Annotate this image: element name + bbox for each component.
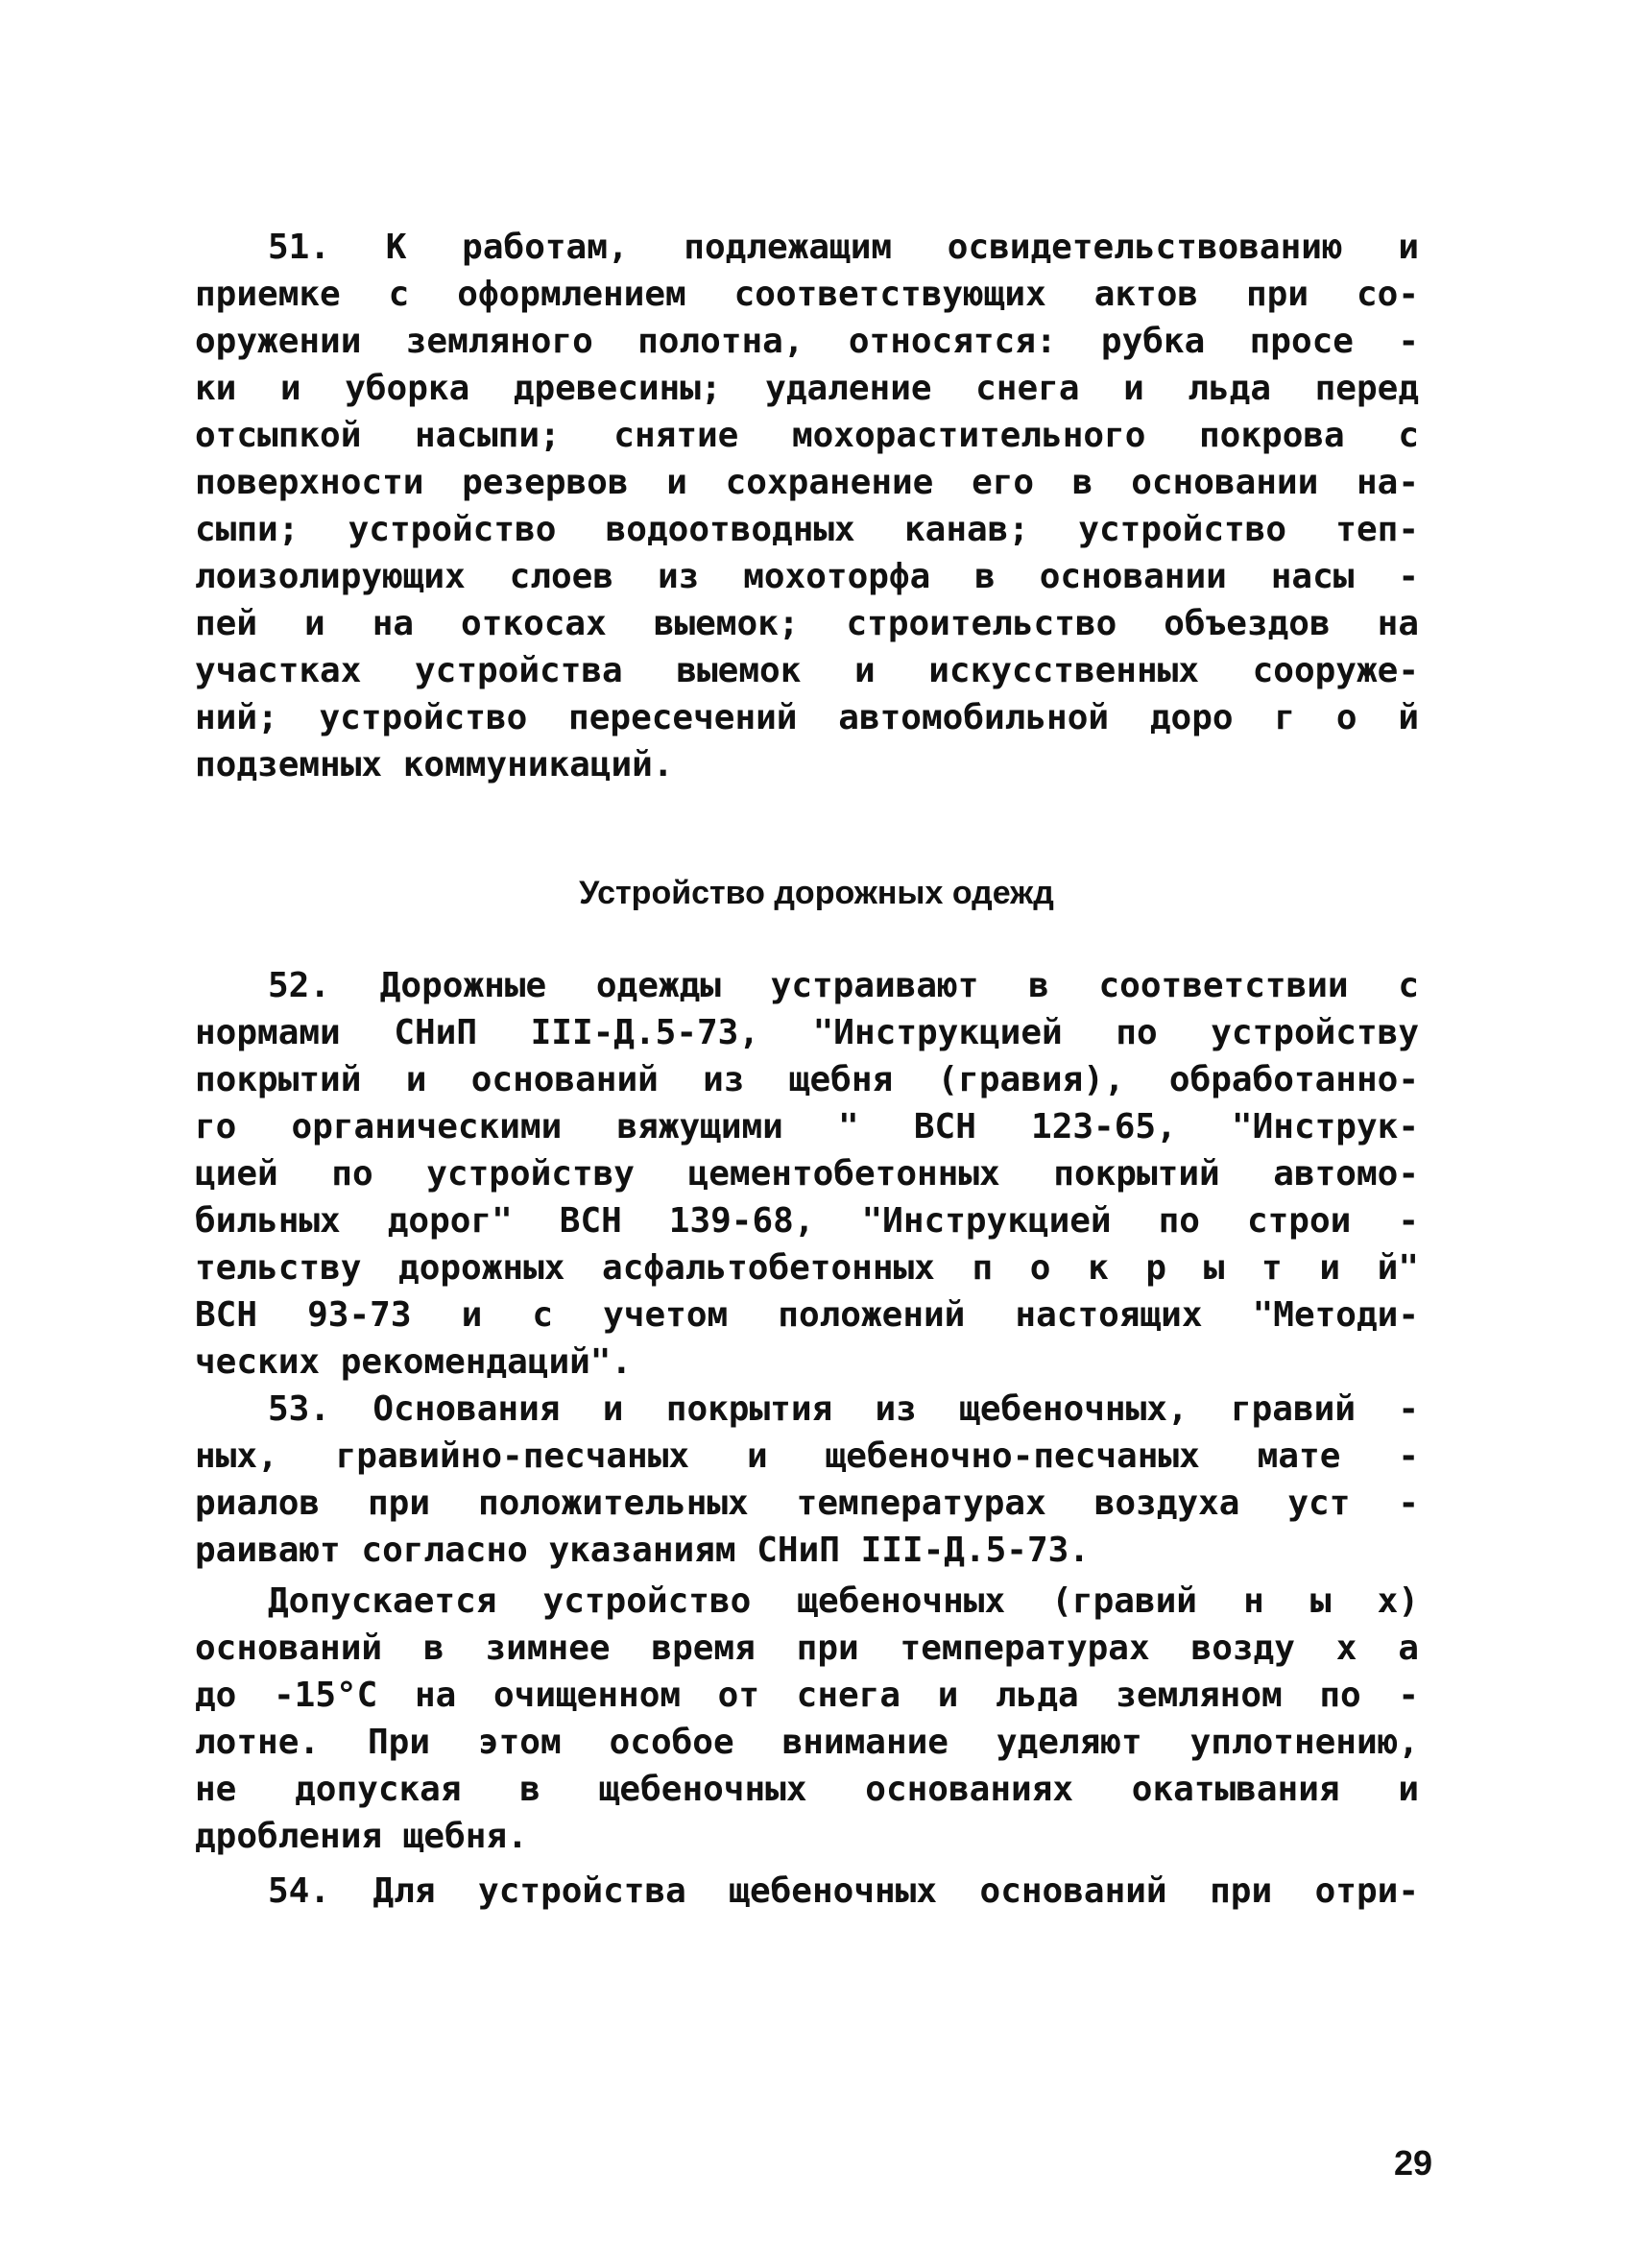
text-line: сыпи; устройство водоотводных канав; устройство теп- [195,510,1419,549]
text-line: ний; устройство пересечений автомобильной доро г о й [195,698,1419,737]
text-line: покрытий и оснований из щебня (гравия), обработанно- [195,1060,1419,1099]
text-line: поверхности резервов и сохранение его в основании на- [195,463,1419,502]
text-line: до -15°С на очищенном от снега и льда земляном по - [195,1676,1419,1715]
text-line: подземных коммуникаций. [195,745,674,784]
text-line: нормами СНиП III-Д.5-73, "Инструкцией по устройству [195,1013,1419,1052]
section-heading: Устройство дорожных одежд [579,875,1054,911]
text-line: 51. К работам, подлежащим освидетельствованию и [268,228,1419,267]
text-line: 52. Дорожные одежды устраивают в соответствии с [268,966,1419,1005]
text-line: оружении земляного полотна, относятся: рубка просе - [195,322,1419,361]
text-line: бильных дорог" ВСН 139-68, "Инструкцией по строи - [195,1201,1419,1241]
text-line: ных, гравийно-песчаных и щебеночно-песчаных мате - [195,1436,1419,1476]
text-line: цией по устройству цементобетонных покрытий автомо- [195,1154,1419,1194]
text-line: лотне. При этом особое внимание уделяют уплотнению, [195,1723,1419,1762]
text-line: риалов при положительных температурах воздуха уст - [195,1484,1419,1523]
text-line: не допуская в щебеночных основаниях окатывания и [195,1770,1419,1809]
text-line: лоизолирующих слоев из мохоторфа в основании насы - [195,557,1419,596]
text-line: отсыпкой насыпи; снятие мохорастительного покрова с [195,416,1419,455]
text-line: пей и на откосах выемок; строительство объездов на [195,604,1419,643]
text-line: раивают согласно указаниям СНиП III-Д.5-73. [195,1531,1090,1570]
text-line: го органическими вяжущими " ВСН 123-65, "Инструк- [195,1107,1419,1146]
text-line: 54. Для устройства щебеночных оснований при отри- [268,1871,1419,1911]
text-line: Допускается устройство щебеночных (гравий н ы х) [268,1581,1419,1621]
text-line: оснований в зимнее время при температурах возду х а [195,1629,1419,1668]
text-line: приемке с оформлением соответствующих актов при со- [195,275,1419,314]
page-number: 29 [1393,2143,1432,2183]
text-line: ки и уборка древесины; удаление снега и льда перед [195,369,1419,408]
text-line: участках устройства выемок и искусственных сооруже- [195,651,1419,690]
text-line: тельству дорожных асфальтобетонных п о к р ы т и й" [195,1248,1419,1288]
text-line: 53. Основания и покрытия из щебеночных, гравий - [268,1389,1419,1429]
text-line: дробления щебня. [195,1817,528,1856]
text-line: ческих рекомендаций". [195,1342,633,1382]
text-line: ВСН 93-73 и с учетом положений настоящих "Методи- [195,1295,1419,1335]
